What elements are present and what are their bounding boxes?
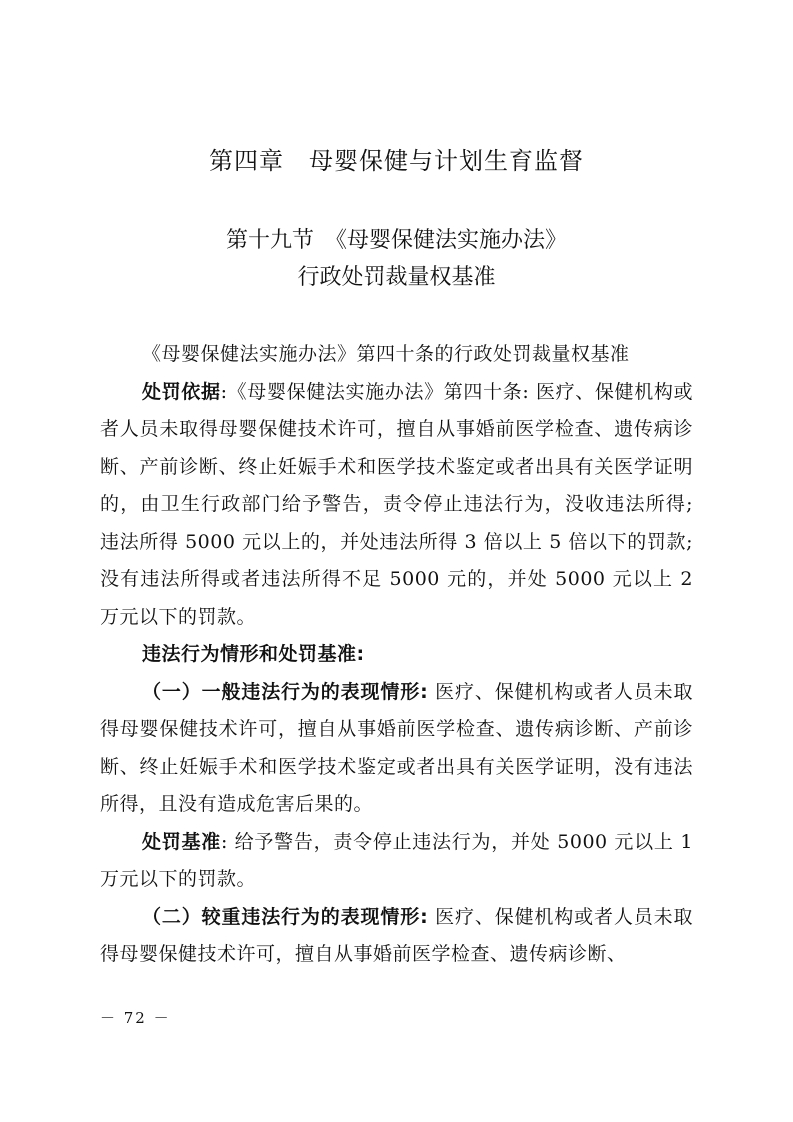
page-number: － 72 － <box>100 1009 171 1027</box>
basis-label: 处罚依据 <box>142 380 221 403</box>
section-title-line-1: 第十九节 《母婴保健法实施办法》 <box>225 228 567 253</box>
circumstances-heading <box>100 636 693 674</box>
basis-text: :《母婴保健法实施办法》第四十条: 医疗、保健机构或者人员未取得母婴保健技术许可，擅自从事婚前医学检查、遗传病诊断、产前诊断、终止妊娠手术和医学技术鉴定或者出具有关医学证明的，由卫生行政部门给予警告，责令停止违法行为，没收违法所得; 违法所得 5000 元以上的，并处违法所得 3 倍以上 5 倍以下的罚款; 没有违法所得或者违法所得不足 5000 元的，并处 5000 元以上 2 万元以下的罚款。 <box>100 380 693 628</box>
serious-circumstance-label: （二）较重违法行为的表现情形: <box>142 905 429 928</box>
general-penalty-label: 处罚基准 <box>142 830 221 853</box>
general-circumstance-label: （一）一般违法行为的表现情形: <box>142 680 429 703</box>
intro-text: 《母婴保健法实施办法》第四十条的行政处罚裁量权基准 <box>142 343 630 365</box>
circumstances-heading-text: 违法行为情形和处罚基准: <box>142 643 365 665</box>
serious-circumstance-paragraph <box>100 899 693 974</box>
general-penalty-text: : 给予警告，责令停止违法行为，并处 5000 元以上 1 万元以下的罚款。 <box>100 830 693 890</box>
section-title-line-2: 行政处罚裁量权基准 <box>297 265 496 290</box>
intro-paragraph <box>100 336 693 374</box>
general-penalty-paragraph <box>100 824 693 899</box>
basis-paragraph <box>100 374 693 637</box>
general-circumstance-paragraph <box>100 674 693 824</box>
chapter-title: 第四章 母婴保健与计划生育监督 <box>209 147 584 175</box>
serious-circumstance-text: 医疗、保健机构或者人员未取得母婴保健技术许可，擅自从事婚前医学检查、遗传病诊断、 <box>100 905 693 965</box>
document-body <box>100 336 693 974</box>
general-circumstance-text: 医疗、保健机构或者人员未取得母婴保健技术许可，擅自从事婚前医学检查、遗传病诊断、产前诊断、终止妊娠手术和医学技术鉴定或者出具有关医学证明，没有违法所得，且没有造成危害后果的。 <box>100 680 693 815</box>
